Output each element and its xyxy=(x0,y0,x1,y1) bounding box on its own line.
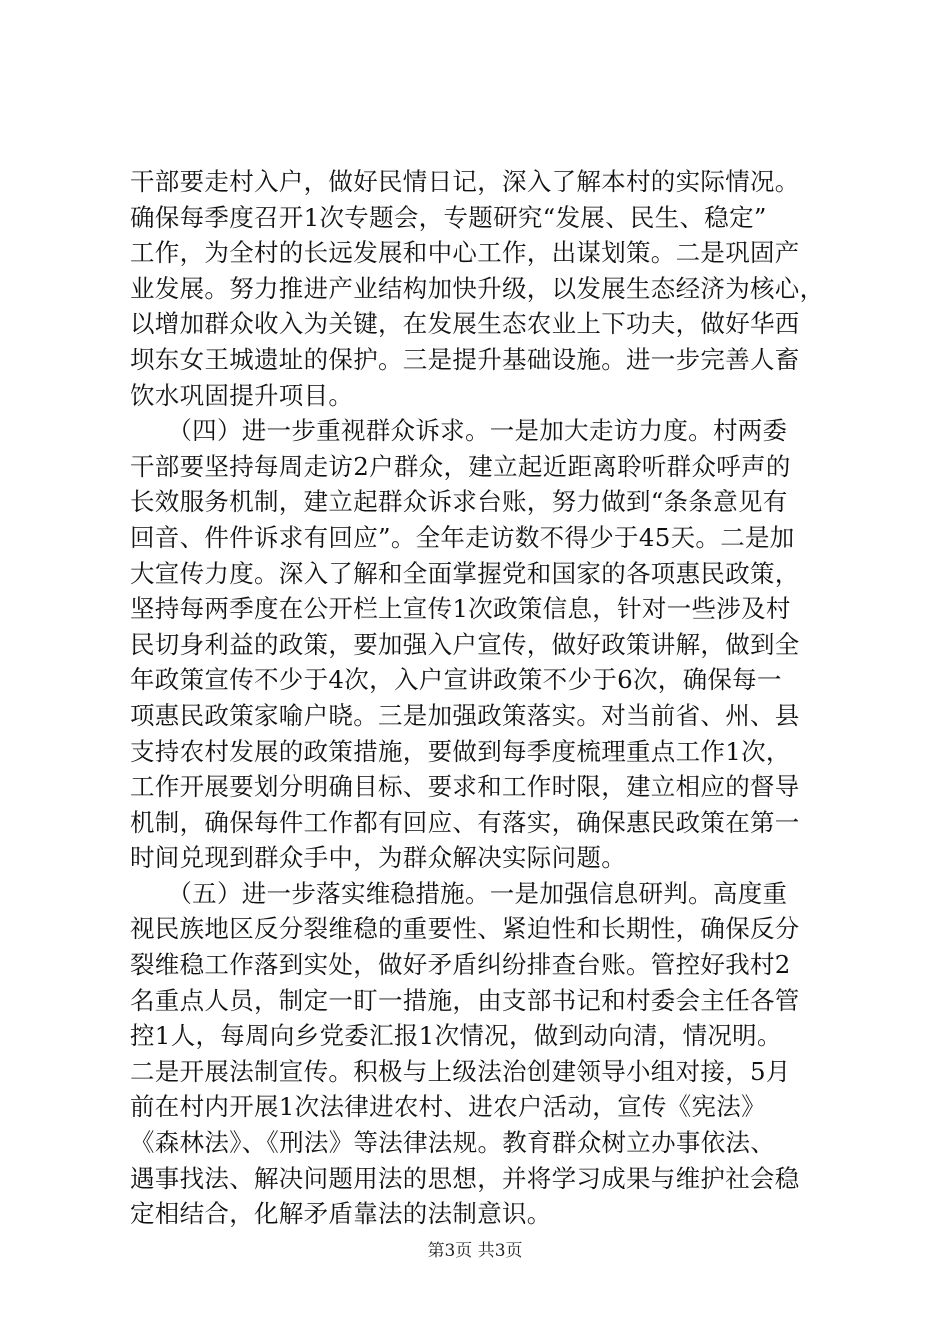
text-line: 遇事找法、解决问题用法的思想，并将学习成果与维护社会稳 xyxy=(130,1163,800,1193)
text-line: 确保每季度召开1次专题会，专题研究“发展、民生、稳定” xyxy=(130,202,767,232)
text-line: 裂维稳工作落到实处，做好矛盾纠纷排查台账。管控好我村2 xyxy=(130,950,791,980)
text-line: 视民族地区反分裂维稳的重要性、紧迫性和长期性，确保反分 xyxy=(130,914,800,944)
text-line: 干部要走村入户，做好民情日记，深入了解本村的实际情况。 xyxy=(130,167,800,196)
text-line: 名重点人员，制定一盯一措施，由支部书记和村委会主任各管 xyxy=(130,985,800,1015)
text-line: 坝东女王城遗址的保护。三是提升基础设施。进一步完善人畜 xyxy=(130,344,800,374)
text-line: 回音、件件诉求有回应”。全年走访数不得少于45天。二是加 xyxy=(130,522,795,552)
text-line: 长效服务机制，建立起群众诉求台账，努力做到“条条意见有 xyxy=(130,487,788,517)
document-body xyxy=(130,164,830,1232)
text-line: 机制，确保每件工作都有回应、有落实，确保惠民政策在第一 xyxy=(130,807,800,837)
text-line: 坚持每两季度在公开栏上宣传1次政策信息，针对一些涉及村 xyxy=(130,594,791,624)
text-line: 时间兑现到群众手中，为群众解决实际问题。 xyxy=(130,843,626,873)
text-line: 控1人，每周向乡党委汇报1次情况，做到动向清，情况明。 xyxy=(130,1021,782,1051)
text-line: 《森林法》、《刑法》等法律法规。教育群众树立办事依法、 xyxy=(130,1128,776,1158)
text-line: 项惠民政策家喻户晓。三是加强政策落实。对当前省、州、县 xyxy=(130,700,800,730)
text-line: 饮水巩固提升项目。 xyxy=(130,380,354,410)
text-line: 工作开展要划分明确目标、要求和工作时限，建立相应的督导 xyxy=(130,772,800,802)
text-line: 二是开展法制宣传。积极与上级法治创建领导小组对接，5月 xyxy=(130,1056,791,1086)
text-line: 干部要坚持每周走访2户群众，建立起近距离聆听群众呼声的 xyxy=(130,451,791,481)
text-line: 工作，为全村的长远发展和中心工作，出谋划策。二是巩固产 xyxy=(130,238,800,268)
text-line: 定相结合，化解矛盾靠法的法制意识。 xyxy=(130,1199,552,1229)
text-line: 前在村内开展1次法律进农村、进农户活动，宣传《宪法》 xyxy=(130,1092,766,1122)
text-line: 支持农村发展的政策措施，要做到每季度梳理重点工作1次， xyxy=(130,736,791,766)
text-line: 以增加群众收入为关键，在发展生态农业上下功夫，做好华西 xyxy=(130,309,800,339)
paragraph-heading-line: （四）进一步重视群众诉求。一是加大走访力度。村两委 xyxy=(130,416,788,446)
text-line: 民切身利益的政策，要加强入户宣传，做好政策讲解，做到全 xyxy=(130,629,800,659)
text-line: 大宣传力度。深入了解和全面掌握党和国家的各项惠民政策， xyxy=(130,558,800,588)
paragraph-heading-line: （五）进一步落实维稳措施。一是加强信息研判。高度重 xyxy=(130,878,788,908)
text-line: 业发展。努力推进产业结构加快升级，以发展生态经济为核心， xyxy=(130,273,825,303)
page-number-footer: 第3页 共3页 xyxy=(427,1241,523,1261)
text-line: 年政策宣传不少于4次，入户宣讲政策不少于6次，确保每一 xyxy=(130,665,782,695)
